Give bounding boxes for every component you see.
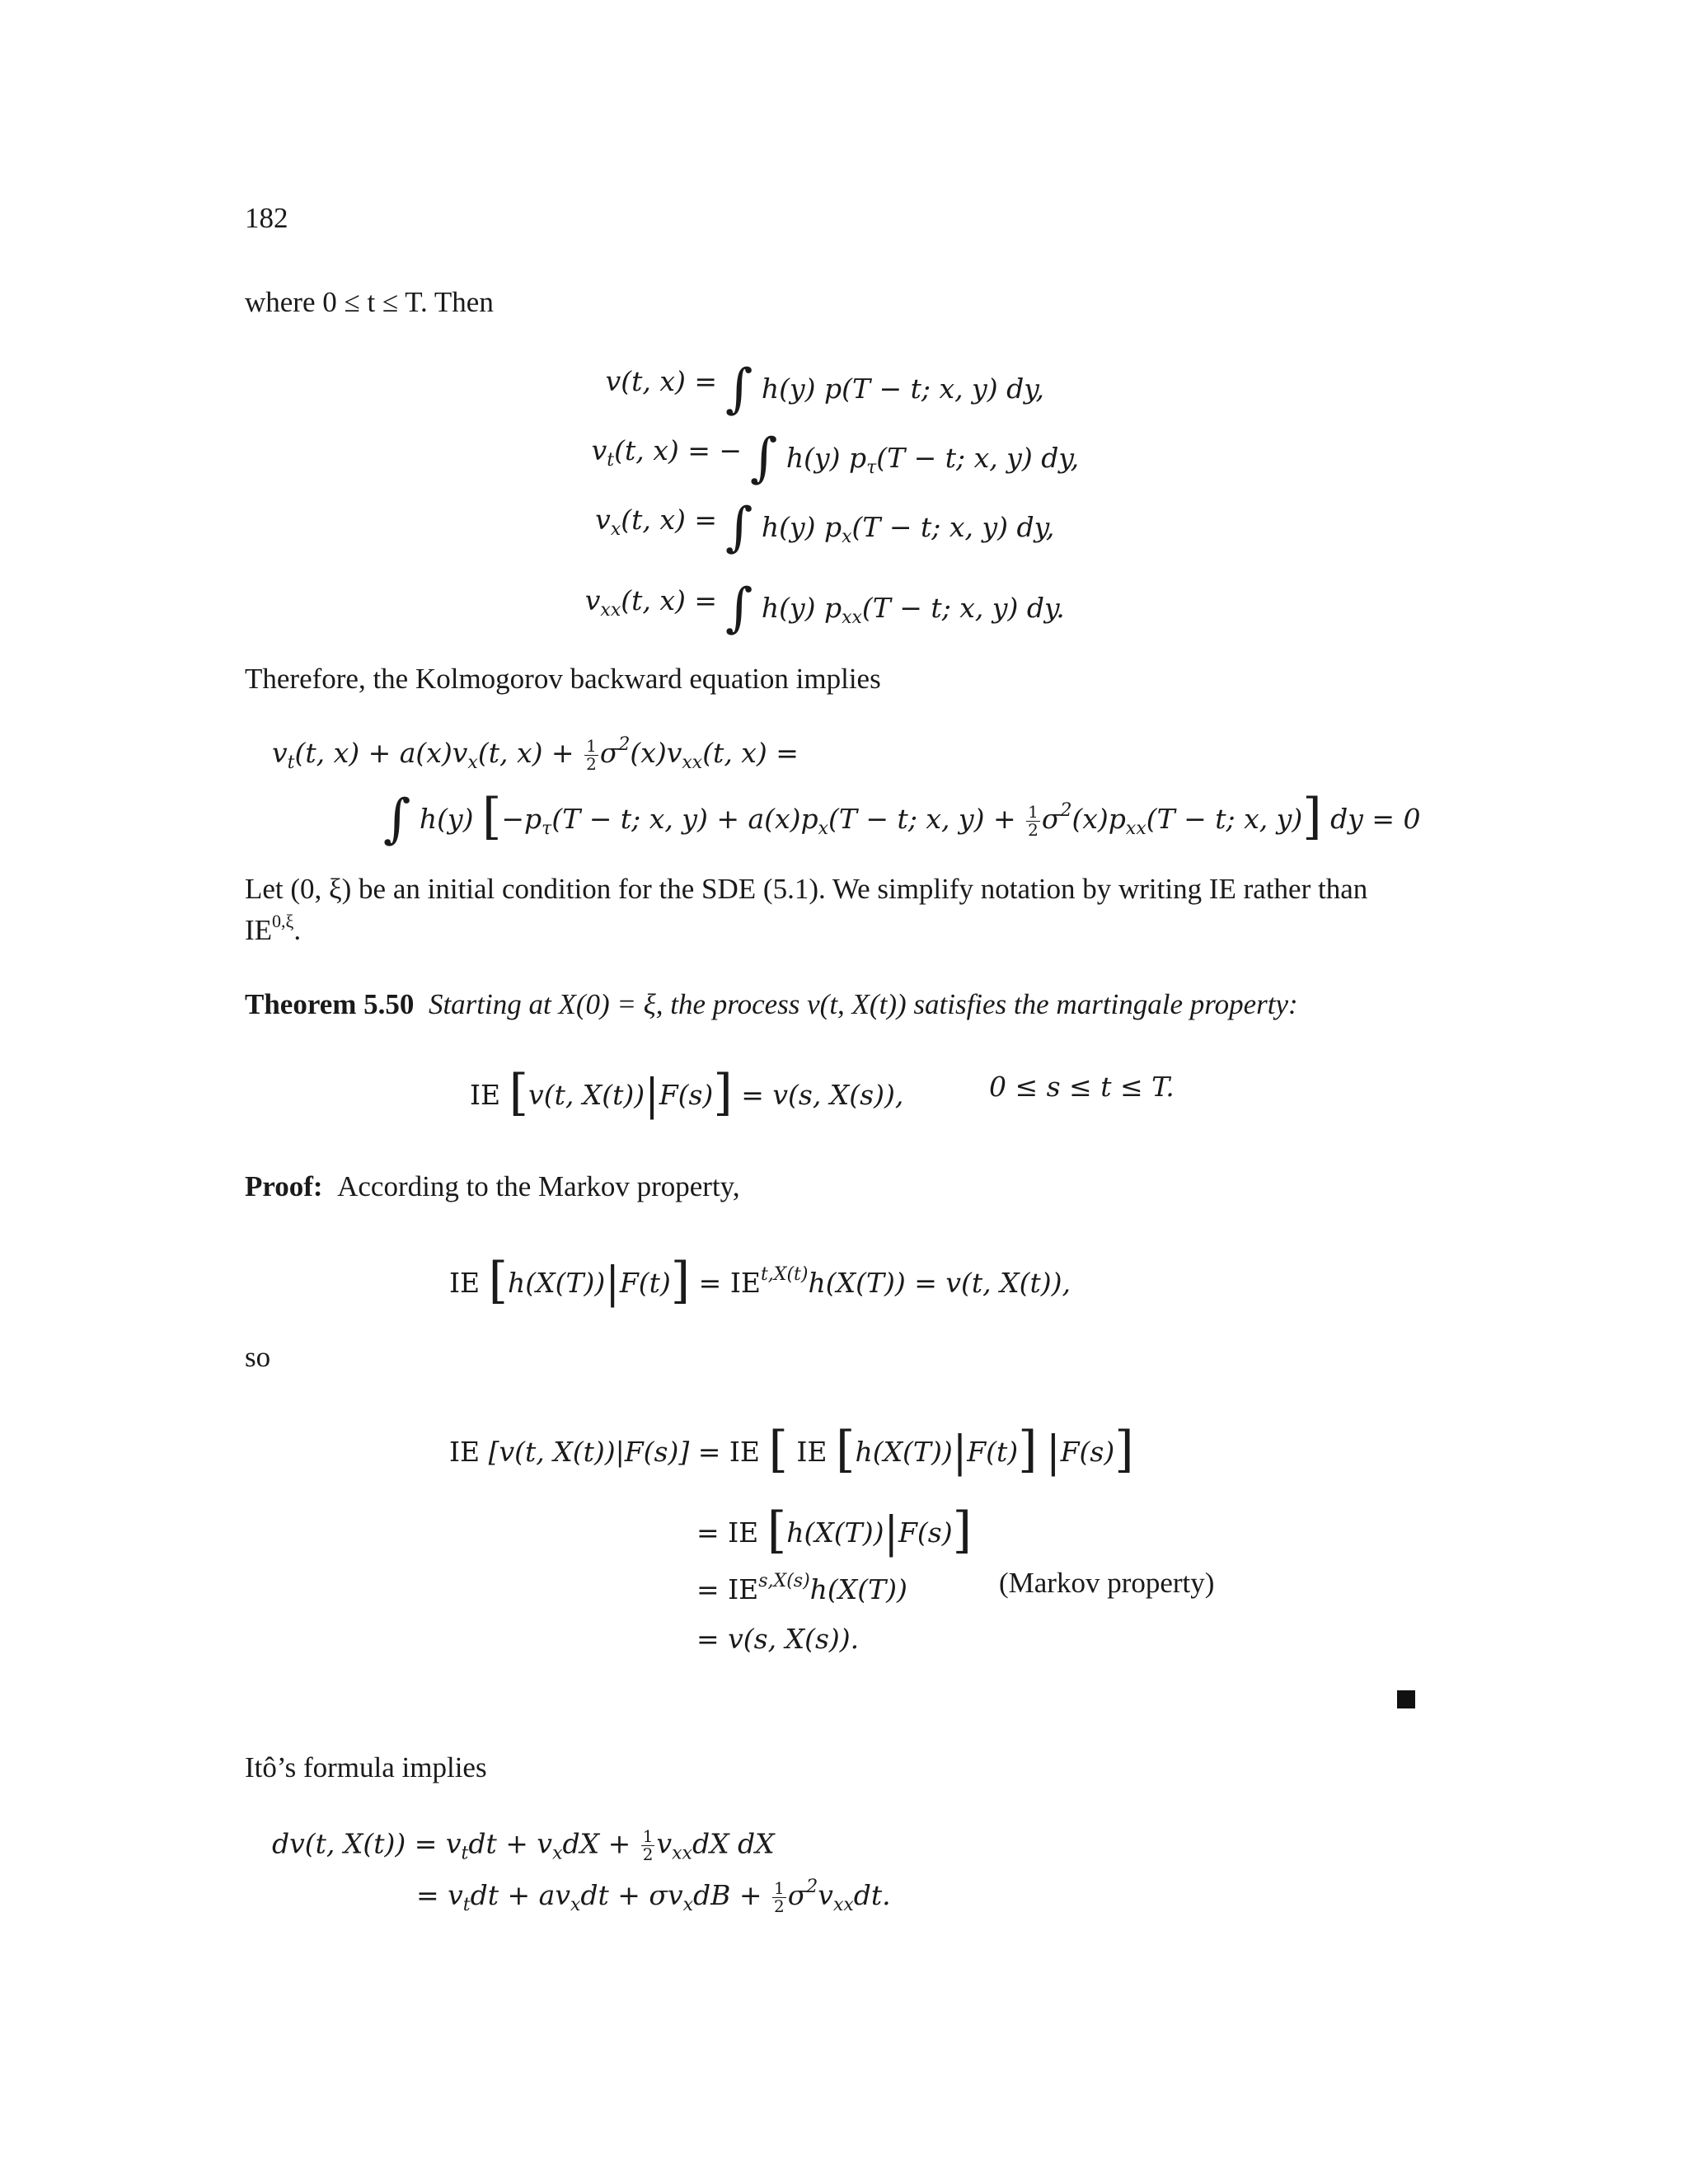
chain-line-1: IE [v(t, X(t))|F(s)] = IE [ IE [h(X(T))|F(t)] |F(s)] — [449, 1421, 1134, 1479]
eq2-rhs: ∫ h(y) $p_\tau(T - t$; x, y) dy, — [750, 428, 1080, 489]
so-text: so — [245, 1341, 271, 1373]
markov-equation: IE $[h(X(T))|F(t)] = IE^{t,X(t)}h(X(T)) = v(t$, X(t)), — [449, 1252, 1071, 1310]
proof-line — [245, 1169, 740, 1204]
ito-text: Itô’s formula implies — [245, 1751, 487, 1783]
chain-line-2: = IE [h(X(T))|F(s)] — [696, 1502, 972, 1559]
kolmogorov-line-1: $v_t(t$, $x) + a(x)v_x(t$, x) + $\frac{1}{2}$ $\sigma^2(x)v_{xx}(t$, x) = — [272, 734, 799, 774]
theorem-label: Theorem 5.50 — [245, 988, 415, 1020]
eq3-lhs: $v_x(t$, x) = — [595, 504, 717, 540]
markov-property-note: (Markov property) — [999, 1567, 1215, 1599]
chain-line-4: = v(s, X(s)). — [696, 1623, 860, 1655]
qed-square-icon — [1397, 1690, 1415, 1708]
initial-condition-line-1: Let (0, ξ) be an initial condition for the SDE (5.1). We simplify notation by writing IE rather than — [245, 873, 1368, 905]
therefore-text: Therefore, the Kolmogorov backward equation implies — [245, 663, 881, 695]
eq3-rhs: ∫ h(y) $p_x(T - t$; x, y) dy, — [725, 497, 1055, 558]
proof-label: Proof: — [245, 1170, 323, 1202]
theorem-equation-range: 0 ≤ s ≤ t ≤ T. — [989, 1071, 1175, 1103]
intro-text: where 0 ≤ t ≤ T. Then — [245, 286, 494, 318]
ito-line-2: = $v_tdt + av_xdt + \sigma v_xdB$ + $\frac{1}{2}$ $\sigma^2v_{xx}dt$. — [416, 1877, 891, 1916]
eq4-rhs: ∫ h(y) $p_{xx}(T - t$; x, y) dy. — [725, 578, 1065, 639]
ito-line-1: dv(t, $X(t)) = v_tdt + v_xdX$ + $\frac{1}{2}$ $v_{xx}dX$ dX — [272, 1826, 775, 1864]
eq4-lhs: $v_{xx}(t$, x) = — [584, 584, 717, 621]
theorem-equation: IE [v(t, X(t))|F(s)] = v(s, X(s)), — [470, 1064, 904, 1122]
page-number: 182 — [245, 202, 288, 234]
eq1-lhs: v(t, x) = — [605, 365, 717, 397]
theorem-statement: Starting at X(0) = ξ, the process v(t, X(t)) satisfies the martingale property: — [428, 988, 1298, 1020]
kolmogorov-line-2: ∫ h(y) [$-p_\tau(T - t$; x, $y) + a(x)p_x(T - t$; x, y) + $\frac{1}{2}$ $\sigma^2(x)p_{xx}(T - t$; x, y)] dy = 0 — [383, 788, 1421, 850]
proof-text: According to the Markov property, — [337, 1170, 740, 1202]
chain-line-3: = $IE^{s,X(s)}h(X(T))$ — [696, 1571, 907, 1605]
eq1-rhs: ∫ h(y) p(T − t; x, y) dy, — [725, 359, 1044, 419]
initial-condition-line-2: $IE^{0,\xi}$. — [245, 911, 302, 946]
theorem — [245, 987, 1298, 1022]
eq2-lhs: $v_t(t$, x) = − — [591, 434, 742, 471]
